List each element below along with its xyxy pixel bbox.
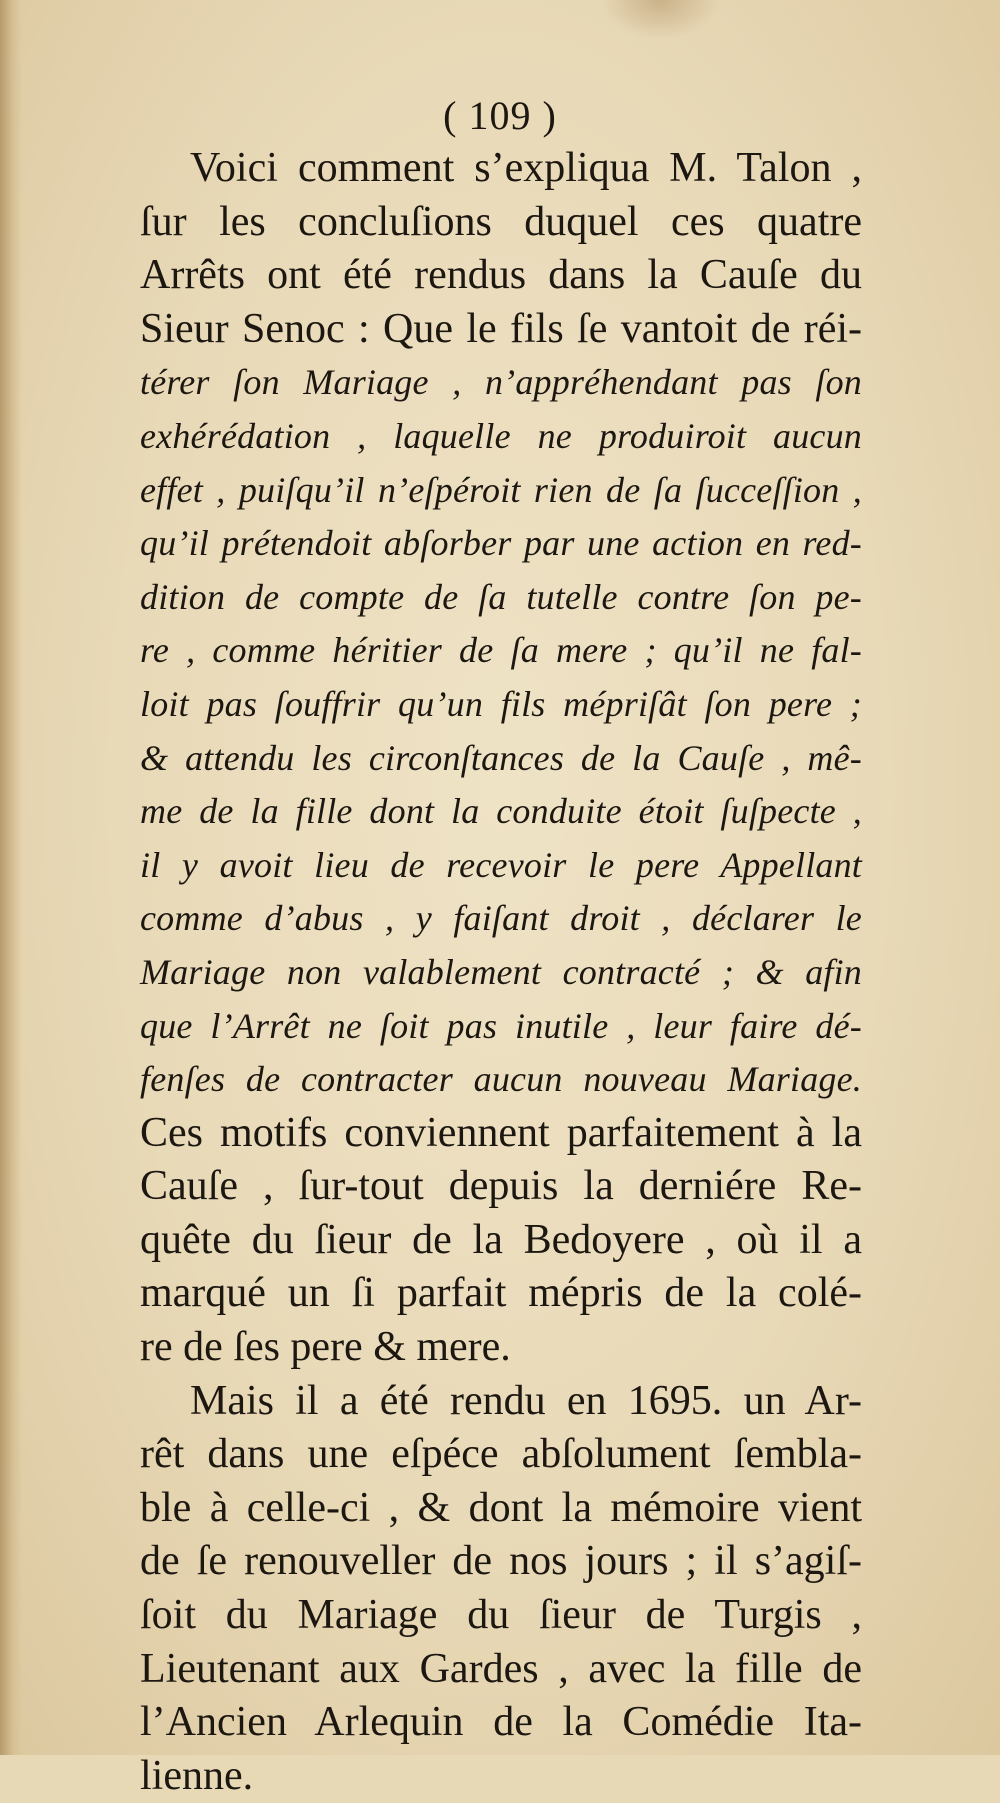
binding-edge: [0, 0, 22, 1755]
text-line-italic: re , comme héritier de ſa mere ; qu’il ne fal-: [140, 630, 862, 671]
text-line: ble à celle-ci , & dont la mémoire vient: [140, 1484, 862, 1531]
text-line: re de ſes pere & mere.: [140, 1324, 511, 1371]
text-line-italic: effet , puiſqu’il n’eſpéroit rien de ſa ſucceſſion ,: [140, 469, 862, 510]
text-line: de ſe renouveller de nos jours ; il s’agiſ-: [140, 1538, 862, 1585]
text-line-italic: Mariage non valablement contracté ; & afin: [140, 951, 862, 992]
text-line: quête du ſieur de la Bedoyere , où il a: [140, 1216, 862, 1263]
text-line: rêt dans une eſpéce abſolument ſembla-: [140, 1431, 862, 1478]
text-line-italic: que l’Arrêt ne ſoit pas inutile , leur faire dé-: [140, 1005, 862, 1046]
text-line: Mais il a été rendu en 1695. un Ar-: [190, 1377, 862, 1424]
text-line-italic: & attendu les circonſtances de la Cauſe , mê-: [140, 737, 862, 778]
text-line-italic: qu’il prétendoit abſorber par une action en red-: [140, 523, 862, 564]
text-line: Sieur Senoc : Que le fils ſe vantoit de réi-: [140, 305, 862, 352]
page-number: ( 109 ): [443, 93, 557, 138]
text-line: ſur les concluſions duquel ces quatre: [140, 198, 862, 245]
text-line: Arrêts ont été rendus dans la Cauſe du: [140, 252, 862, 299]
paper-stain: [600, 0, 720, 40]
text-line: ſoit du Mariage du ſieur de Turgis ,: [140, 1592, 862, 1639]
text-line: Voici comment s’expliqua M. Talon ,: [190, 145, 862, 191]
text-line: Ces motifs conviennent parfaitement à la: [140, 1109, 862, 1156]
text-line-italic: dition de compte de ſa tutelle contre ſon pe-: [140, 576, 862, 617]
text-line-italic: me de la fille dont la conduite étoit ſuſpecte ,: [140, 791, 862, 832]
text-line-italic: il y avoit lieu de recevoir le pere Appellant: [140, 844, 862, 885]
text-line-italic: térer ſon Mariage , n’appréhendant pas ſon: [140, 362, 862, 403]
text-line-italic: exhérédation , laquelle ne produiroit aucun: [140, 415, 862, 456]
text-line-italic: fenſes de contracter aucun nouveau Mariage.: [140, 1059, 862, 1100]
text-line: l’Ancien Arlequin de la Comédie Ita-: [140, 1699, 862, 1746]
text-line: lienne.: [140, 1752, 254, 1799]
text-line: marqué un ſi parfait mépris de la colé-: [140, 1270, 862, 1317]
text-line: Lieutenant aux Gardes , avec la fille de: [140, 1645, 862, 1692]
text-line: Cauſe , ſur-tout depuis la derniére Re-: [140, 1163, 862, 1210]
text-line-italic: loit pas ſouffrir qu’un fils mépriſât ſon pere ;: [140, 683, 862, 724]
text-line-italic: comme d’abus , y faiſant droit , déclarer le: [140, 898, 862, 939]
body-text: [140, 142, 862, 1803]
